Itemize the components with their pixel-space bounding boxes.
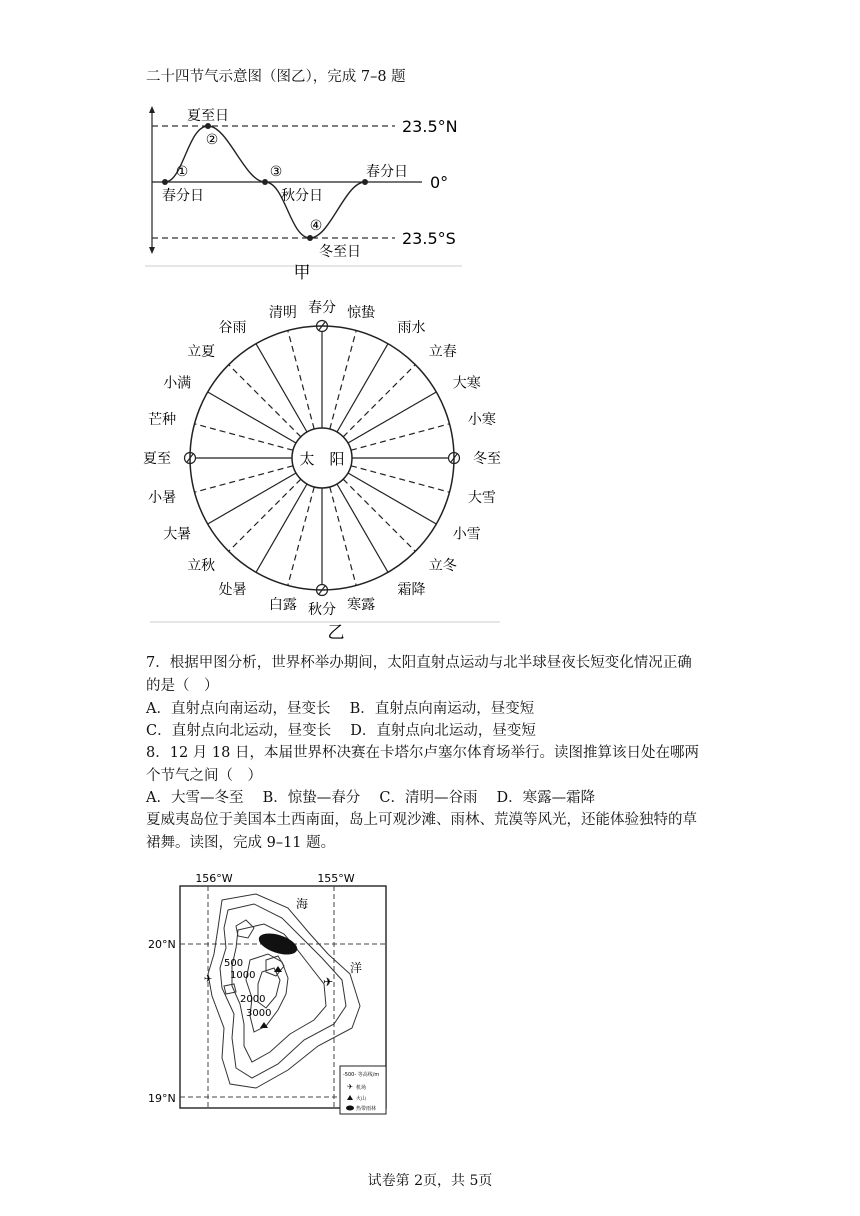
solar-term-label: 春分 (308, 300, 336, 316)
solar-term-label: 秋分 (308, 602, 336, 618)
contour-500: 500 (224, 958, 244, 969)
spring-equinox-label: 春分日 (162, 188, 204, 204)
legend-airport-icon: ✈ (347, 1083, 353, 1091)
lon-east-label: 155°W (317, 872, 355, 885)
contour-2000: 2000 (240, 994, 266, 1005)
term-spoke (351, 466, 450, 492)
autumn-equinox-label: 秋分日 (281, 188, 323, 204)
solar-term-label: 霜降 (397, 581, 426, 598)
term-spoke (229, 479, 301, 551)
term-spoke (330, 487, 356, 586)
solar-term-label: 谷雨 (218, 320, 247, 337)
solar-term-label: 冬至 (473, 451, 501, 467)
solar-term-label: 小雪 (452, 526, 481, 543)
lat-top-label: 20°N (148, 938, 176, 951)
term-spoke (288, 487, 314, 586)
summer-solstice-label: 夏至日 (187, 108, 229, 124)
mark-4: ④ (309, 218, 323, 234)
figure-yi (140, 292, 510, 644)
term-spoke (337, 484, 388, 572)
spring-equinox-2-label: 春分日 (366, 164, 408, 180)
legend-rainforest: 热带雨林 (356, 1106, 377, 1112)
solar-term-label: 立夏 (187, 344, 216, 361)
solar-term-label: 白露 (268, 596, 297, 613)
figure-jia-caption: 甲 (293, 263, 311, 282)
solar-term-label: 小寒 (467, 411, 496, 428)
figure-yi-caption: 乙 (327, 623, 345, 643)
term-spoke (351, 424, 450, 450)
passage-line1: 夏威夷岛位于美国本土西南面，岛上可观沙滩、雨林、荒漠等风光，还能体验独特的草 (146, 812, 697, 828)
solar-term-label: 立秋 (187, 557, 216, 574)
solar-term-label: 夏至 (143, 451, 171, 467)
q8-stem-line2: 个节气之间（ ） (146, 768, 262, 784)
term-spoke (256, 344, 307, 432)
lat-bottom-label: 19°N (148, 1092, 176, 1105)
solar-term-label: 惊蛰 (347, 305, 376, 322)
sea-label-1: 海 (296, 897, 309, 911)
term-spoke (337, 344, 388, 432)
contour-1000: 1000 (230, 970, 256, 981)
hawaii-map (138, 868, 398, 1118)
lon-west-label: 156°W (195, 872, 233, 885)
q7-stem-line1: 7．根据甲图分析，世界杯举办期间，太阳直射点运动与北半球昼夜长短变化情况正确 (146, 655, 692, 671)
term-spoke (256, 484, 307, 572)
passage-line2: 裙舞。读图，完成 9–11 题。 (146, 835, 336, 851)
mark-1: ① (175, 164, 189, 180)
solar-term-label: 大雪 (467, 490, 496, 507)
solar-term-label: 雨水 (397, 320, 426, 337)
term-spoke (195, 466, 294, 492)
figure-jia (140, 98, 480, 282)
sea-label-2: 洋 (350, 961, 363, 975)
term-spoke (343, 365, 415, 437)
lat-south-label: 23.5°S (402, 229, 456, 248)
term-spoke (330, 331, 356, 430)
term-spoke (208, 392, 296, 443)
term-spoke (208, 473, 296, 524)
contour-3000: 3000 (246, 1008, 272, 1019)
solar-term-label: 芒种 (148, 411, 177, 428)
solar-term-label: 大寒 (452, 375, 481, 392)
rainforest-patch (256, 929, 300, 958)
term-spoke (288, 331, 314, 430)
q7-options-cd: C．直射点向北运动，昼变长 D．直射点向北运动，昼变短 (146, 723, 536, 739)
legend-airport: 机场 (356, 1085, 367, 1091)
solar-term-label: 小暑 (148, 490, 177, 507)
term-spoke (195, 424, 294, 450)
mark-2: ② (205, 132, 219, 148)
winter-solstice-label: 冬至日 (319, 244, 361, 260)
q8-options: A．大雪—冬至 B．惊蛰—春分 C．清明—谷雨 D．寒露—霜降 (146, 790, 596, 806)
solar-term-label: 大暑 (163, 526, 192, 543)
lat-north-label: 23.5°N (402, 117, 458, 136)
airport-west-icon: ✈ (203, 974, 213, 985)
sun-label: 太 阳 (299, 450, 345, 468)
solar-term-label: 立春 (428, 344, 457, 361)
q7-options-ab: A．直射点向南运动，昼变长 B．直射点向南运动，昼变短 (146, 701, 535, 717)
mark-3: ③ (269, 164, 283, 180)
lat-equator-label: 0° (430, 173, 449, 192)
volcano-north (274, 966, 282, 972)
q7-stem-line2: 的是（ ） (146, 678, 219, 694)
solar-term-label: 小满 (163, 375, 192, 392)
intro-text: 二十四节气示意图（图乙），完成 7–8 题 (146, 69, 406, 85)
q8-stem-line1: 8．12 月 18 日，本届世界杯决赛在卡塔尔卢塞尔体育场举行。读图推算该日处在哪两 (146, 745, 699, 761)
solar-term-label: 立冬 (428, 557, 457, 574)
solar-term-label: 清明 (268, 305, 297, 322)
term-spoke (348, 473, 436, 524)
solar-term-label: 寒露 (347, 596, 376, 613)
legend-rainforest-icon (346, 1106, 354, 1111)
term-spoke (348, 392, 436, 443)
solar-term-label: 处暑 (218, 581, 247, 598)
legend-contour: -500- 等高线/m (343, 1072, 380, 1078)
term-spoke (343, 479, 415, 551)
term-spoke (229, 365, 301, 437)
page-footer: 试卷第 2页，共 5页 (367, 1173, 493, 1189)
legend-volcano: 火山 (356, 1096, 367, 1102)
airport-east-icon: ✈ (322, 975, 334, 989)
